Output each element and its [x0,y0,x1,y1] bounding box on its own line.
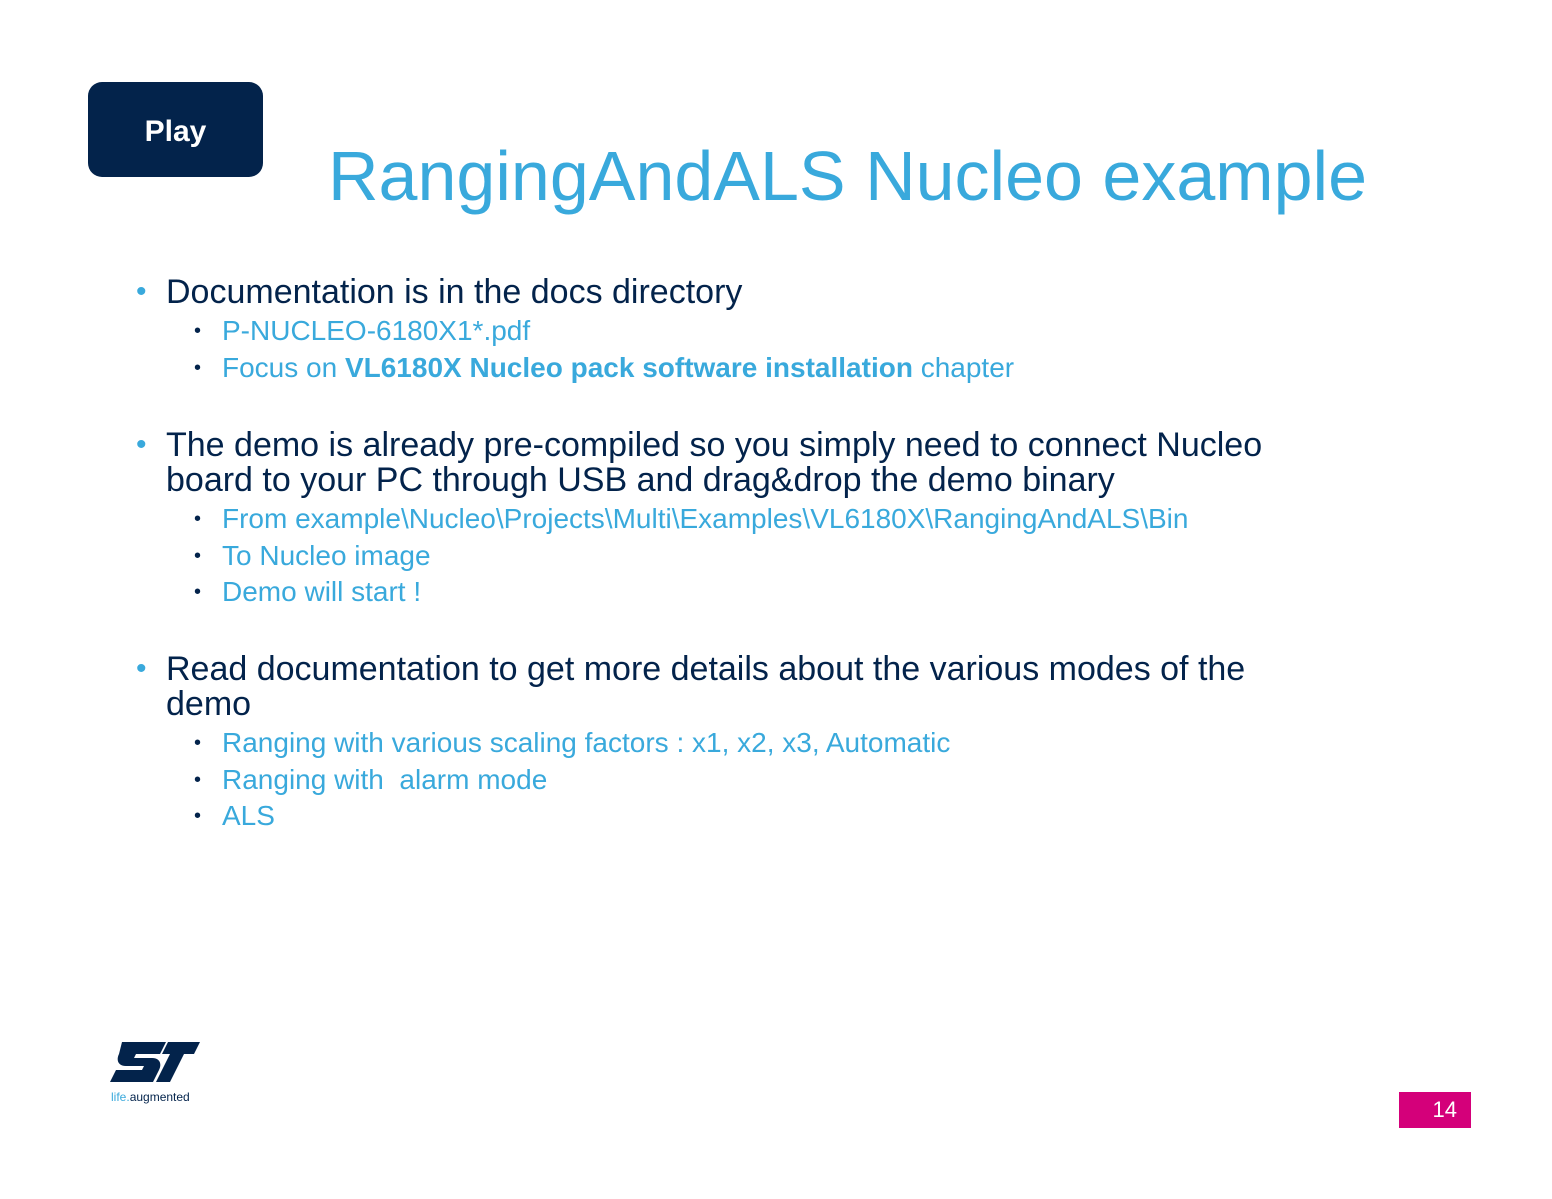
sub-bullet [194,502,1422,536]
bullet-text: The demo is already pre-compiled so you simply need to connect Nucleo board to your PC through USB and drag&drop the demo binary [166,426,1263,499]
bullet-demo [136,426,1326,499]
bullet-text: Documentation is in the docs directory [166,273,743,311]
sub-bullet-text: P-NUCLEO-6180X1*.pdf [222,315,531,346]
tagline-dot: . [126,1090,130,1104]
tagline-life: life [111,1090,127,1104]
sub-bullet [194,575,1422,609]
bullet-dot-icon: • [136,428,147,461]
sub-bullet [194,314,1422,348]
bullet-dot-icon: • [194,769,202,791]
bullet-dot-icon: • [136,275,147,308]
sub-bullet [194,539,1422,573]
sub-bullet-text: Ranging with various scaling factors : x1, x2, x3, Automatic [222,727,951,758]
sub-bullet [194,763,1422,797]
bullet-dot-icon: • [194,732,202,754]
sub-bullet-text: Focus on [222,352,345,383]
bullet-docs [136,273,1366,311]
bullet-read-docs [136,650,1306,723]
page-number: 14 [1399,1092,1471,1128]
sub-bullet [194,351,1422,385]
slide-title: RangingAndALS Nucleo example [328,137,1367,215]
sub-bullet-text: chapter [912,352,1015,383]
sub-bullet-text: From example\Nucleo\Projects\Multi\Examples\VL6180X\RangingAndALS\Bin [222,503,1189,534]
sub-bullet-text: To Nucleo image [222,540,431,571]
sub-bullet-bold: VL6180X Nucleo pack software installation [344,352,913,383]
bullet-dot-icon: • [136,652,147,685]
bullet-dot-icon: • [194,508,202,530]
bullet-dot-icon: • [194,581,202,603]
bullet-text: Read documentation to get more details about the various modes of the demo [166,650,1246,723]
sub-bullet-text: Ranging with alarm mode [222,764,548,795]
tagline-augmented: augmented [129,1090,190,1104]
sub-bullet [194,799,1422,833]
sub-bullet-text: Demo will start ! [222,576,422,607]
bullet-dot-icon: • [194,545,202,567]
bullet-dot-icon: • [194,805,202,827]
play-badge [88,82,263,177]
sub-bullet-text: ALS [222,800,275,831]
sub-bullet [194,726,1422,760]
bullet-dot-icon: • [194,320,202,342]
bullet-dot-icon: • [194,357,202,379]
logo-tagline [111,1090,190,1104]
play-badge-label: Play [144,114,207,148]
